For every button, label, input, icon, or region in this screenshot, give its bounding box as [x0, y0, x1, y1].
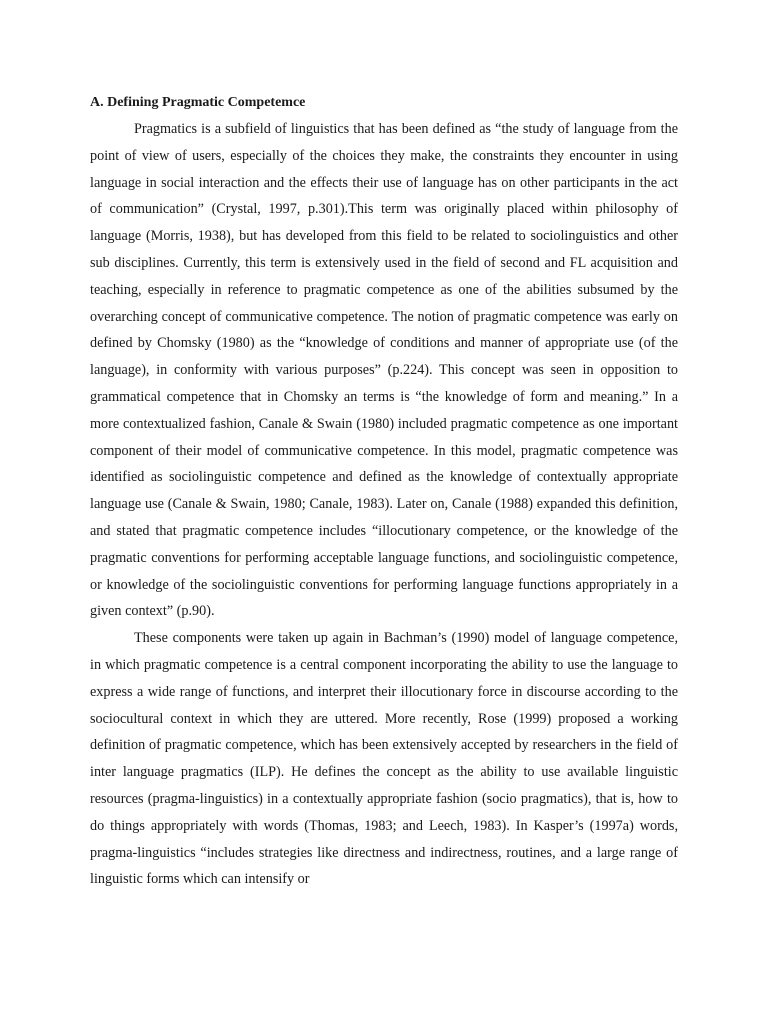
document-body — [90, 92, 678, 893]
paragraph: These components were taken up again in Bachman’s (1990) model of language competence, in which pragmatic competence is a central component incorporating the ability to use the language to express a wide range of functions, and interpret their illocutionary force in discourse according to the sociocultural context in which they are uttered. More recently, Rose (1999) proposed a working definition of pragmatic competence, which has been extensively accepted by researchers in the field of inter language pragmatics (ILP). He defines the concept as the ability to use available linguistic resources (pragma-linguistics) in a contextually appropriate fashion (socio pragmatics), that is, how to do things appropriately with words (Thomas, 1983; and Leech, 1983). In Kasper’s (1997a) words, pragma-linguistics “includes strategies like directness and indirectness, routines, and a large range of linguistic forms which can intensify or — [90, 630, 678, 888]
paragraph: Pragmatics is a subfield of linguistics that has been defined as “the study of language from the point of view of users, especially of the choices they make, the constraints they encounter in using language in social interaction and the effects their use of language has on other participants in the act of communication” (Crystal, 1997, p.301).This term was originally placed within philosophy of language (Morris, 1938), but has developed from this field to be related to sociolinguistics and other sub disciplines. Currently, this term is extensively used in the field of second and FL acquisition and teaching, especially in reference to pragmatic competence as one of the abilities subsumed by the overarching concept of communicative competence. The notion of pragmatic competence was early on defined by Chomsky (1980) as the “knowledge of conditions and manner of appropriate use (of the language), in conformity with various purposes” (p.224). This concept was seen in opposition to grammatical competence that in Chomsky an terms is “the knowledge of form and meaning.” In a more contextualized fashion, Canale & Swain (1980) included pragmatic competence as one important component of their model of communicative competence. In this model, pragmatic competence was identified as sociolinguistic competence and defined as the knowledge of contextually appropriate language use (Canale & Swain, 1980; Canale, 1983). Later on, Canale (1988) expanded this definition, and stated that pragmatic competence includes “illocutionary competence, or the knowledge of the pragmatic conventions for performing acceptable language functions, and sociolinguistic competence, or knowledge of the sociolinguistic conventions for performing language functions appropriately in a given context” (p.90). — [90, 121, 678, 620]
section-heading: A. Defining Pragmatic Competemce — [90, 95, 306, 110]
